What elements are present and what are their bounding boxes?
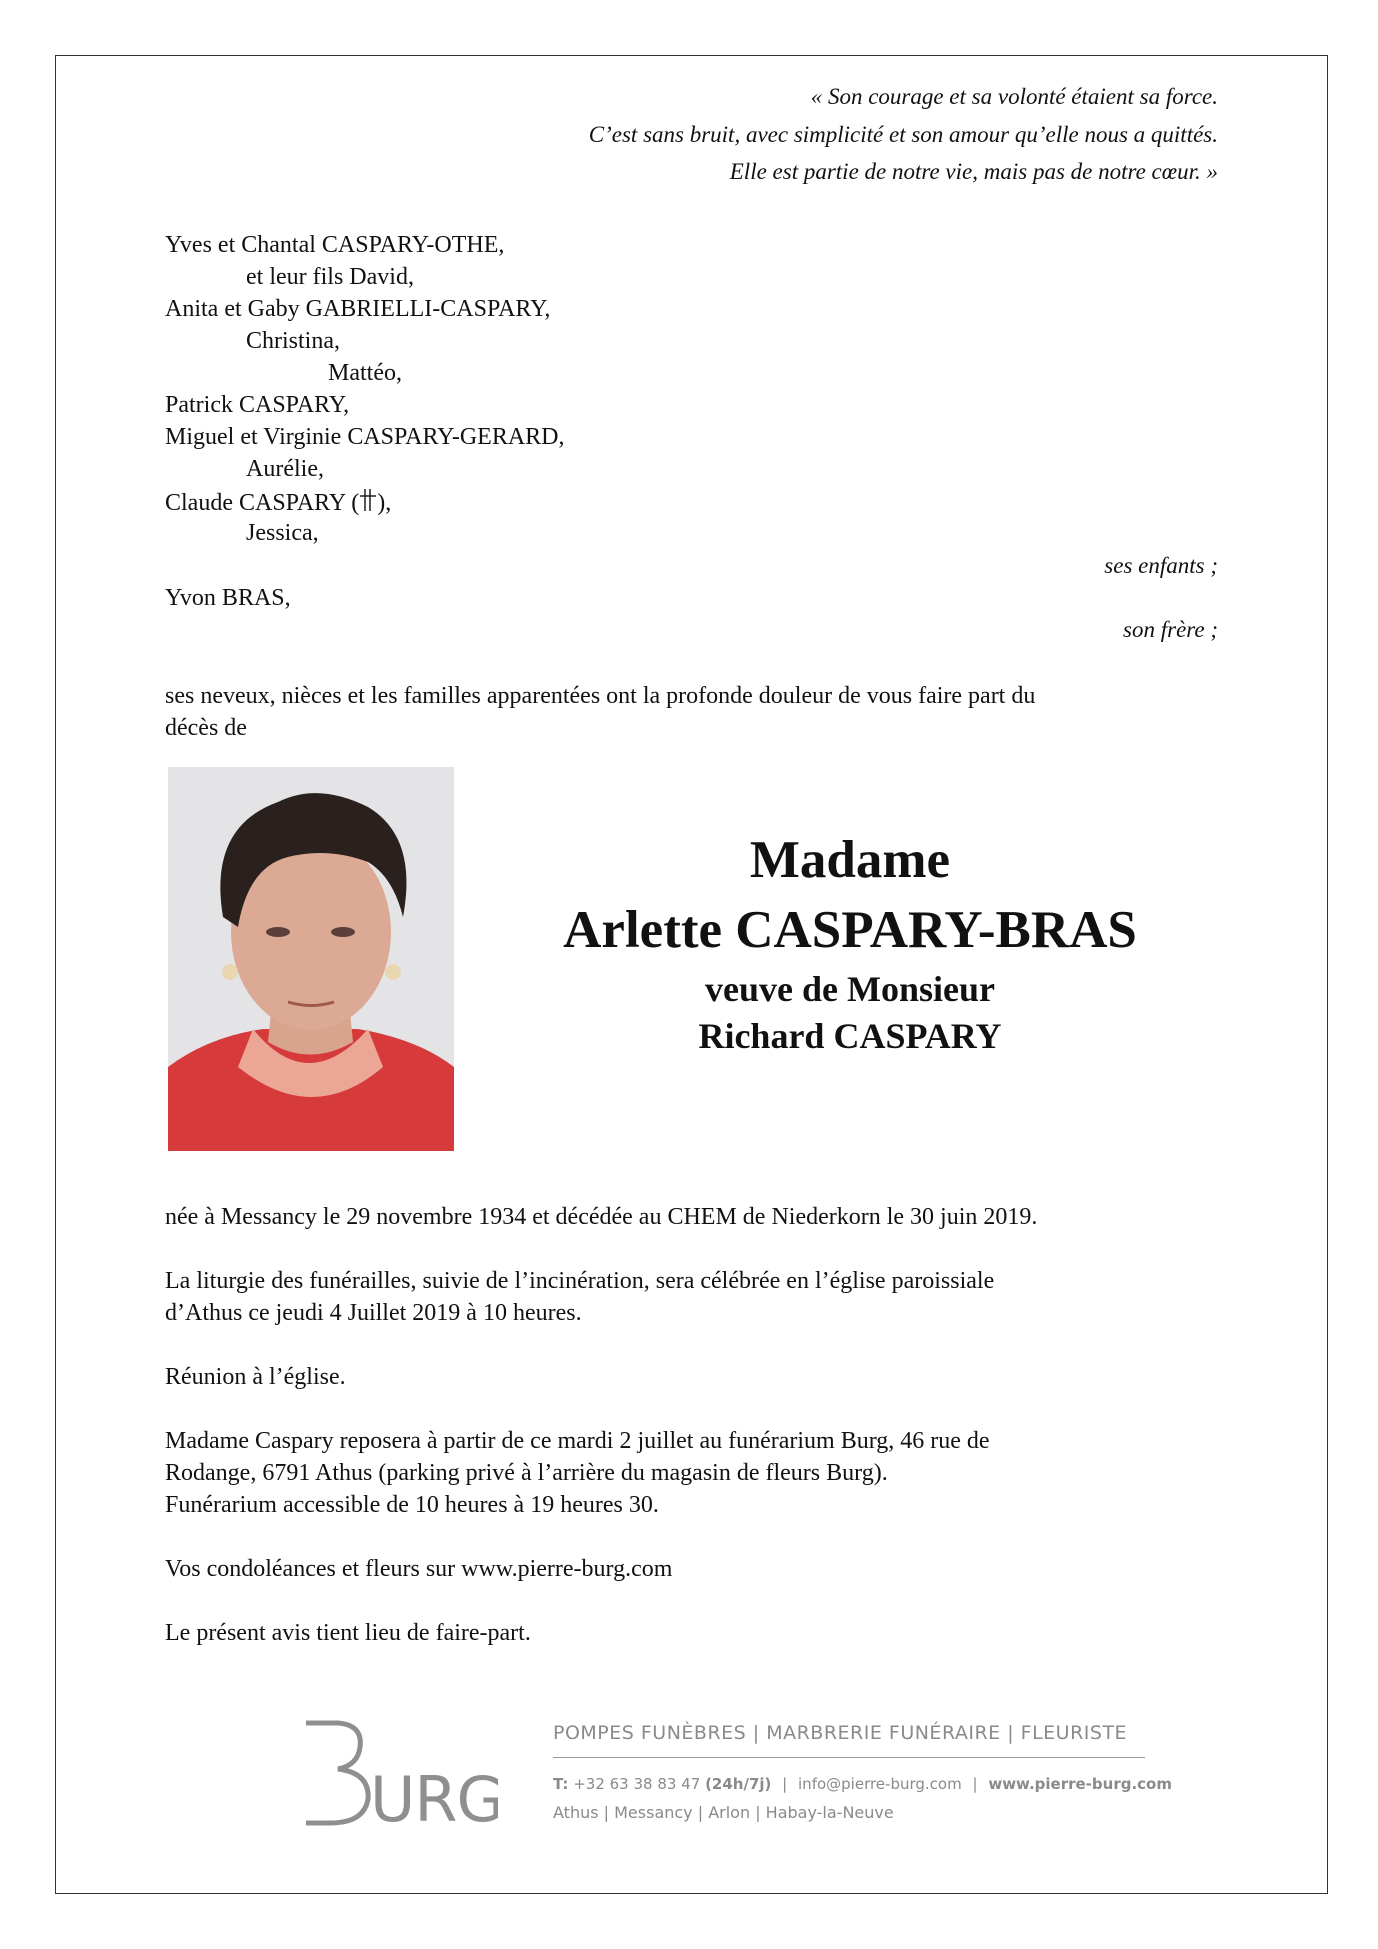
footer-contact	[553, 1775, 1172, 1793]
intro-line-1: ses neveux, nièces et les familles apparentées ont la profonde douleur de vous faire part du	[165, 683, 1036, 709]
family-line: Aurélie,	[246, 456, 324, 482]
widow-of: veuve de Monsieur	[705, 969, 995, 1009]
family-line: Christina,	[246, 328, 340, 354]
rest-line-2: Rodange, 6791 Athus (parking privé à l’arrière du magasin de fleurs Burg).	[165, 1460, 888, 1486]
family-line: Anita et Gaby GABRIELLI-CASPARY,	[165, 296, 551, 322]
burg-logo-mark	[298, 1715, 498, 1830]
family-line: Yvon BRAS,	[165, 585, 291, 611]
footer-services: POMPES FUNÈBRES | MARBRERIE FUNÉRAIRE | FLEURISTE	[553, 1722, 1128, 1744]
email-link[interactable]: info@pierre-burg.com	[798, 1775, 962, 1793]
separator: |	[782, 1775, 788, 1793]
quote-line-1: « Son courage et sa volonté étaient sa force.	[810, 84, 1218, 109]
liturgy-line-1: La liturgie des funérailles, suivie de l’incinération, sera célébrée en l’église paroissiale	[165, 1268, 995, 1294]
family-line-deceased-son	[165, 488, 391, 517]
family-line-text: Claude CASPARY (	[165, 490, 360, 516]
phone-number: +32 63 38 83 47	[573, 1775, 701, 1793]
quote-line-3: Elle est partie de notre vie, mais pas de notre cœur. »	[729, 159, 1218, 184]
liturgy-line-2: d’Athus ce jeudi 4 Juillet 2019 à 10 heures.	[165, 1300, 582, 1326]
family-line: Yves et Chantal CASPARY-OTHE,	[165, 232, 505, 258]
family-line: Mattéo,	[328, 360, 402, 386]
relation-brother: son frère ;	[1123, 617, 1218, 642]
family-line-text: ),	[377, 490, 392, 516]
portrait-photo	[168, 767, 454, 1151]
family-line: Patrick CASPARY,	[165, 392, 350, 418]
phone-hours: (24h/7j)	[705, 1775, 772, 1793]
notice: Le présent avis tient lieu de faire-part.	[165, 1620, 531, 1646]
deceased-title: Madame	[749, 831, 951, 889]
website-link[interactable]: www.pierre-burg.com	[988, 1775, 1172, 1793]
svg-text:URG: URG	[370, 1763, 498, 1830]
reunion: Réunion à l’église.	[165, 1364, 346, 1390]
footer-divider	[553, 1757, 1145, 1758]
cross-icon	[359, 488, 377, 512]
deceased-name: Arlette CASPARY-BRAS	[563, 901, 1137, 959]
birth-death: née à Messancy le 29 novembre 1934 et décédée au CHEM de Niederkorn le 30 juin 2019.	[165, 1204, 1038, 1230]
phone-label: T:	[553, 1775, 569, 1793]
rest-line-3: Funérarium accessible de 10 heures à 19 heures 30.	[165, 1492, 659, 1518]
quote-line-2: C’est sans bruit, avec simplicité et son amour qu’elle nous a quittés.	[588, 122, 1218, 147]
relation-children: ses enfants ;	[1104, 553, 1218, 578]
rest-line-1: Madame Caspary reposera à partir de ce mardi 2 juillet au funérarium Burg, 46 rue de	[165, 1428, 990, 1454]
family-line: Jessica,	[246, 520, 319, 546]
footer-locations: Athus | Messancy | Arlon | Habay-la-Neuve	[553, 1803, 894, 1822]
spouse-name: Richard CASPARY	[698, 1016, 1002, 1056]
burg-logo	[298, 1715, 498, 1835]
family-line: et leur fils David,	[246, 264, 414, 290]
intro-line-2: décès de	[165, 715, 247, 741]
separator: |	[972, 1775, 978, 1793]
condolences: Vos condoléances et fleurs sur www.pierre-burg.com	[165, 1556, 673, 1582]
portrait-image	[168, 767, 454, 1151]
family-line: Miguel et Virginie CASPARY-GERARD,	[165, 424, 565, 450]
